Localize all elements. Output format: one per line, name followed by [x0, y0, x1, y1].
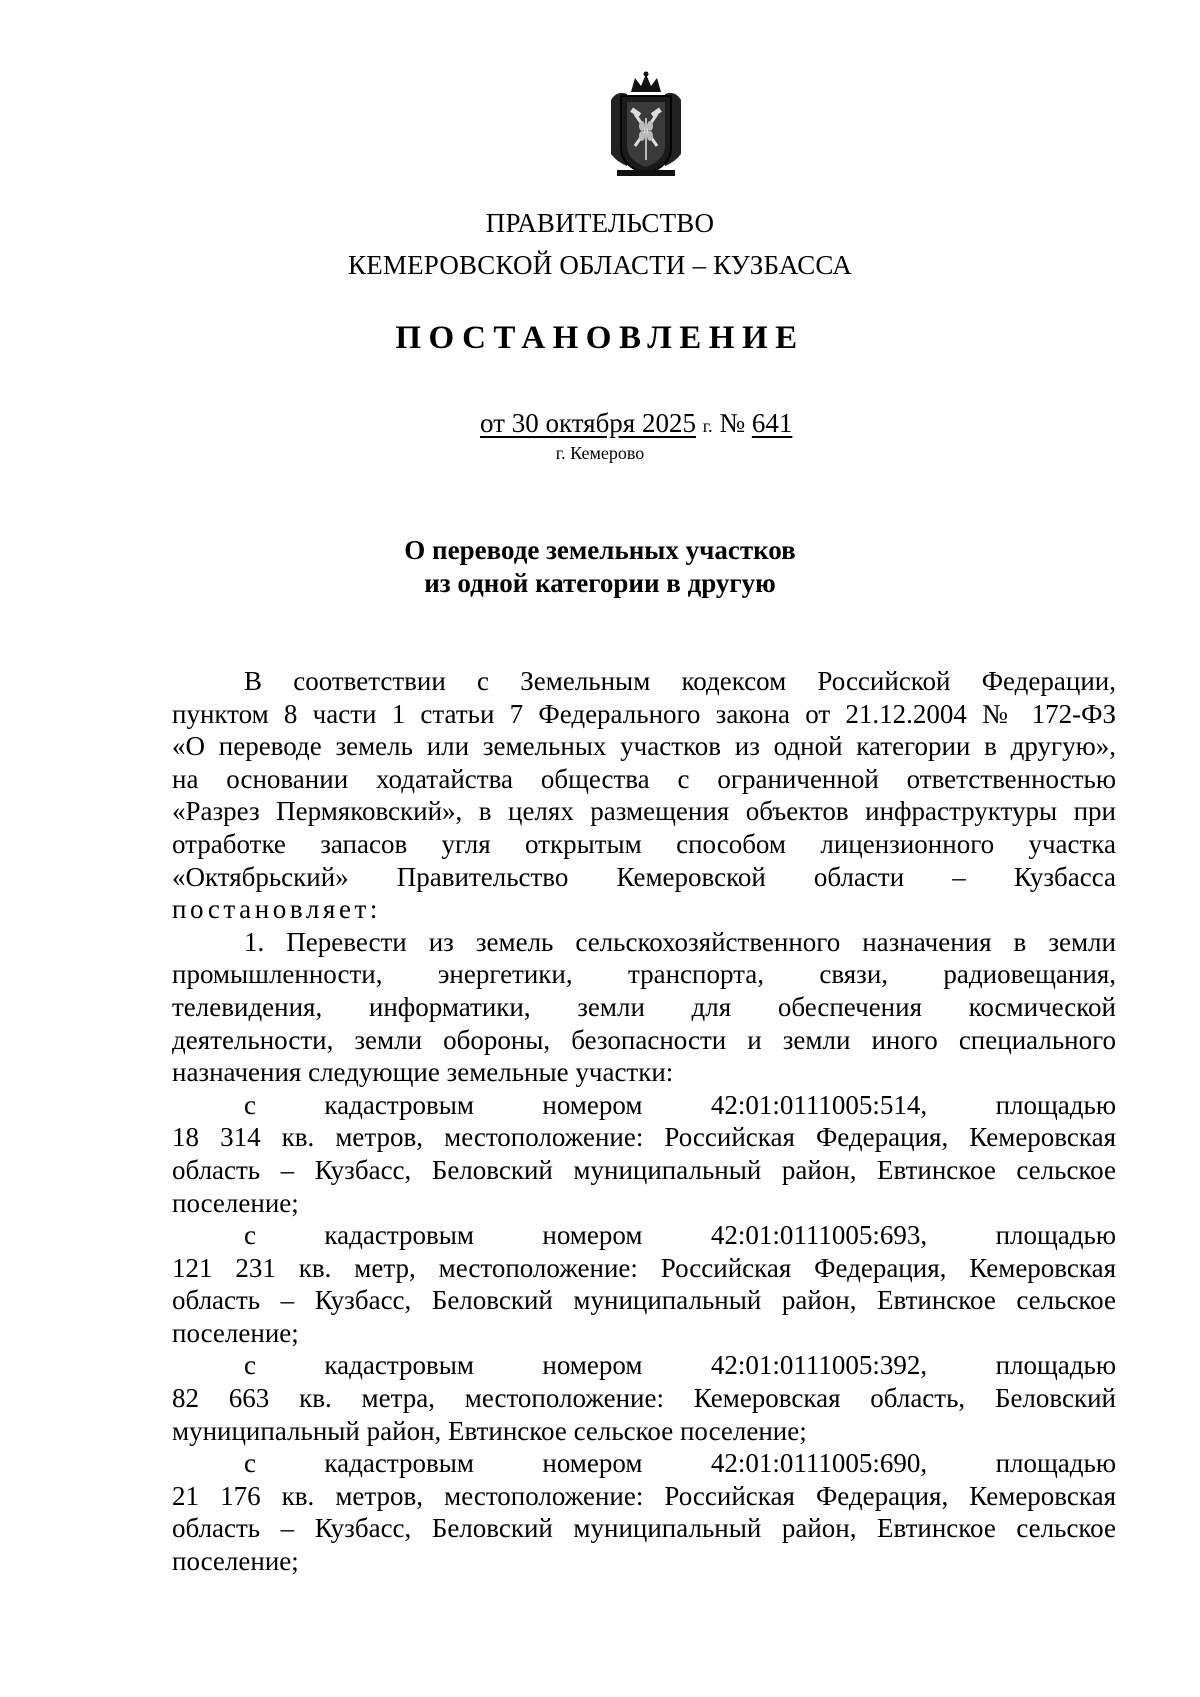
body-line: с кадастровым номером 42:01:0111005:693, площадью — [244, 1220, 1116, 1251]
body-line: 82 663 кв. метра, местоположение: Кемеровская область, Беловский — [172, 1383, 1116, 1414]
body-line: с кадастровым номером 42:01:0111005:514, площадью — [244, 1089, 1116, 1120]
body-line: с кадастровым номером 42:01:0111005:690, площадью — [244, 1448, 1116, 1479]
body-line: назначения следующие земельные участки: — [172, 1057, 674, 1088]
year-suffix: г. — [702, 416, 713, 436]
body-line: 21 176 кв. метров, местоположение: Российская Федерация, Кемеровская — [172, 1480, 1116, 1511]
document-date-number — [480, 408, 792, 439]
body-line: пунктом 8 части 1 статьи 7 Федерального закона от 21.12.2004 № 172-ФЗ — [172, 698, 1116, 729]
body-line: промышленности, энергетики, транспорта, связи, радиовещания, — [172, 959, 1116, 990]
body-line: 121 231 кв. метр, местоположение: Российская Федерация, Кемеровская — [172, 1252, 1116, 1283]
document-body — [172, 665, 1116, 1578]
org-name-line2: КЕМЕРОВСКОЙ ОБЛАСТИ – КУЗБАССА — [348, 250, 852, 280]
body-line: телевидения, информатики, земли для обеспечения космической — [172, 991, 1116, 1022]
body-line: постановляет: — [172, 894, 382, 925]
document-number: 641 — [751, 408, 793, 438]
body-line: В соответствии с Земельным кодексом Российской Федерации, — [244, 666, 1116, 696]
body-line: поселение; — [172, 1187, 299, 1218]
body-line: муниципальный район, Евтинское сельское поселение; — [172, 1415, 807, 1446]
body-line: область – Кузбасс, Беловский муниципальный район, Евтинское сельское — [172, 1285, 1116, 1316]
body-line: поселение; — [172, 1546, 299, 1577]
body-line: «О переводе земель или земельных участков из одной категории в другую», — [172, 731, 1116, 762]
body-line: на основании ходатайства общества с ограниченной ответственностью — [172, 763, 1116, 794]
org-name-line1: ПРАВИТЕЛЬСТВО — [485, 208, 715, 238]
number-sign: № — [719, 408, 746, 438]
body-line: область – Кузбасс, Беловский муниципальный район, Евтинское сельское — [172, 1513, 1116, 1544]
document-title-line2: из одной категории в другую — [424, 568, 776, 598]
document-city: г. Кемерово — [555, 443, 645, 463]
body-line: деятельности, земли обороны, безопасности и земли иного специального — [172, 1024, 1116, 1055]
body-line: «Октябрьский» Правительство Кемеровской области – Кузбасса — [172, 861, 1116, 892]
body-line: поселение; — [172, 1317, 299, 1348]
document-date: от 30 октября 2025 — [480, 408, 696, 438]
document-title-line1: О переводе земельных участков — [404, 535, 796, 565]
body-line: «Разрез Пермяковский», в целях размещения объектов инфраструктуры при — [172, 796, 1116, 827]
coat-of-arms-icon — [607, 70, 685, 180]
body-line: 1. Перевести из земель сельскохозяйственного назначения в земли — [244, 926, 1116, 957]
body-line: область – Кузбасс, Беловский муниципальный район, Евтинское сельское — [172, 1154, 1116, 1185]
body-line: с кадастровым номером 42:01:0111005:392, площадью — [244, 1350, 1116, 1381]
body-line: отработке запасов угля открытым способом лицензионного участка — [172, 828, 1116, 859]
body-line: 18 314 кв. метров, местоположение: Российская Федерация, Кемеровская — [172, 1122, 1116, 1153]
document-type: ПОСТАНОВЛЕНИЕ — [395, 320, 805, 356]
